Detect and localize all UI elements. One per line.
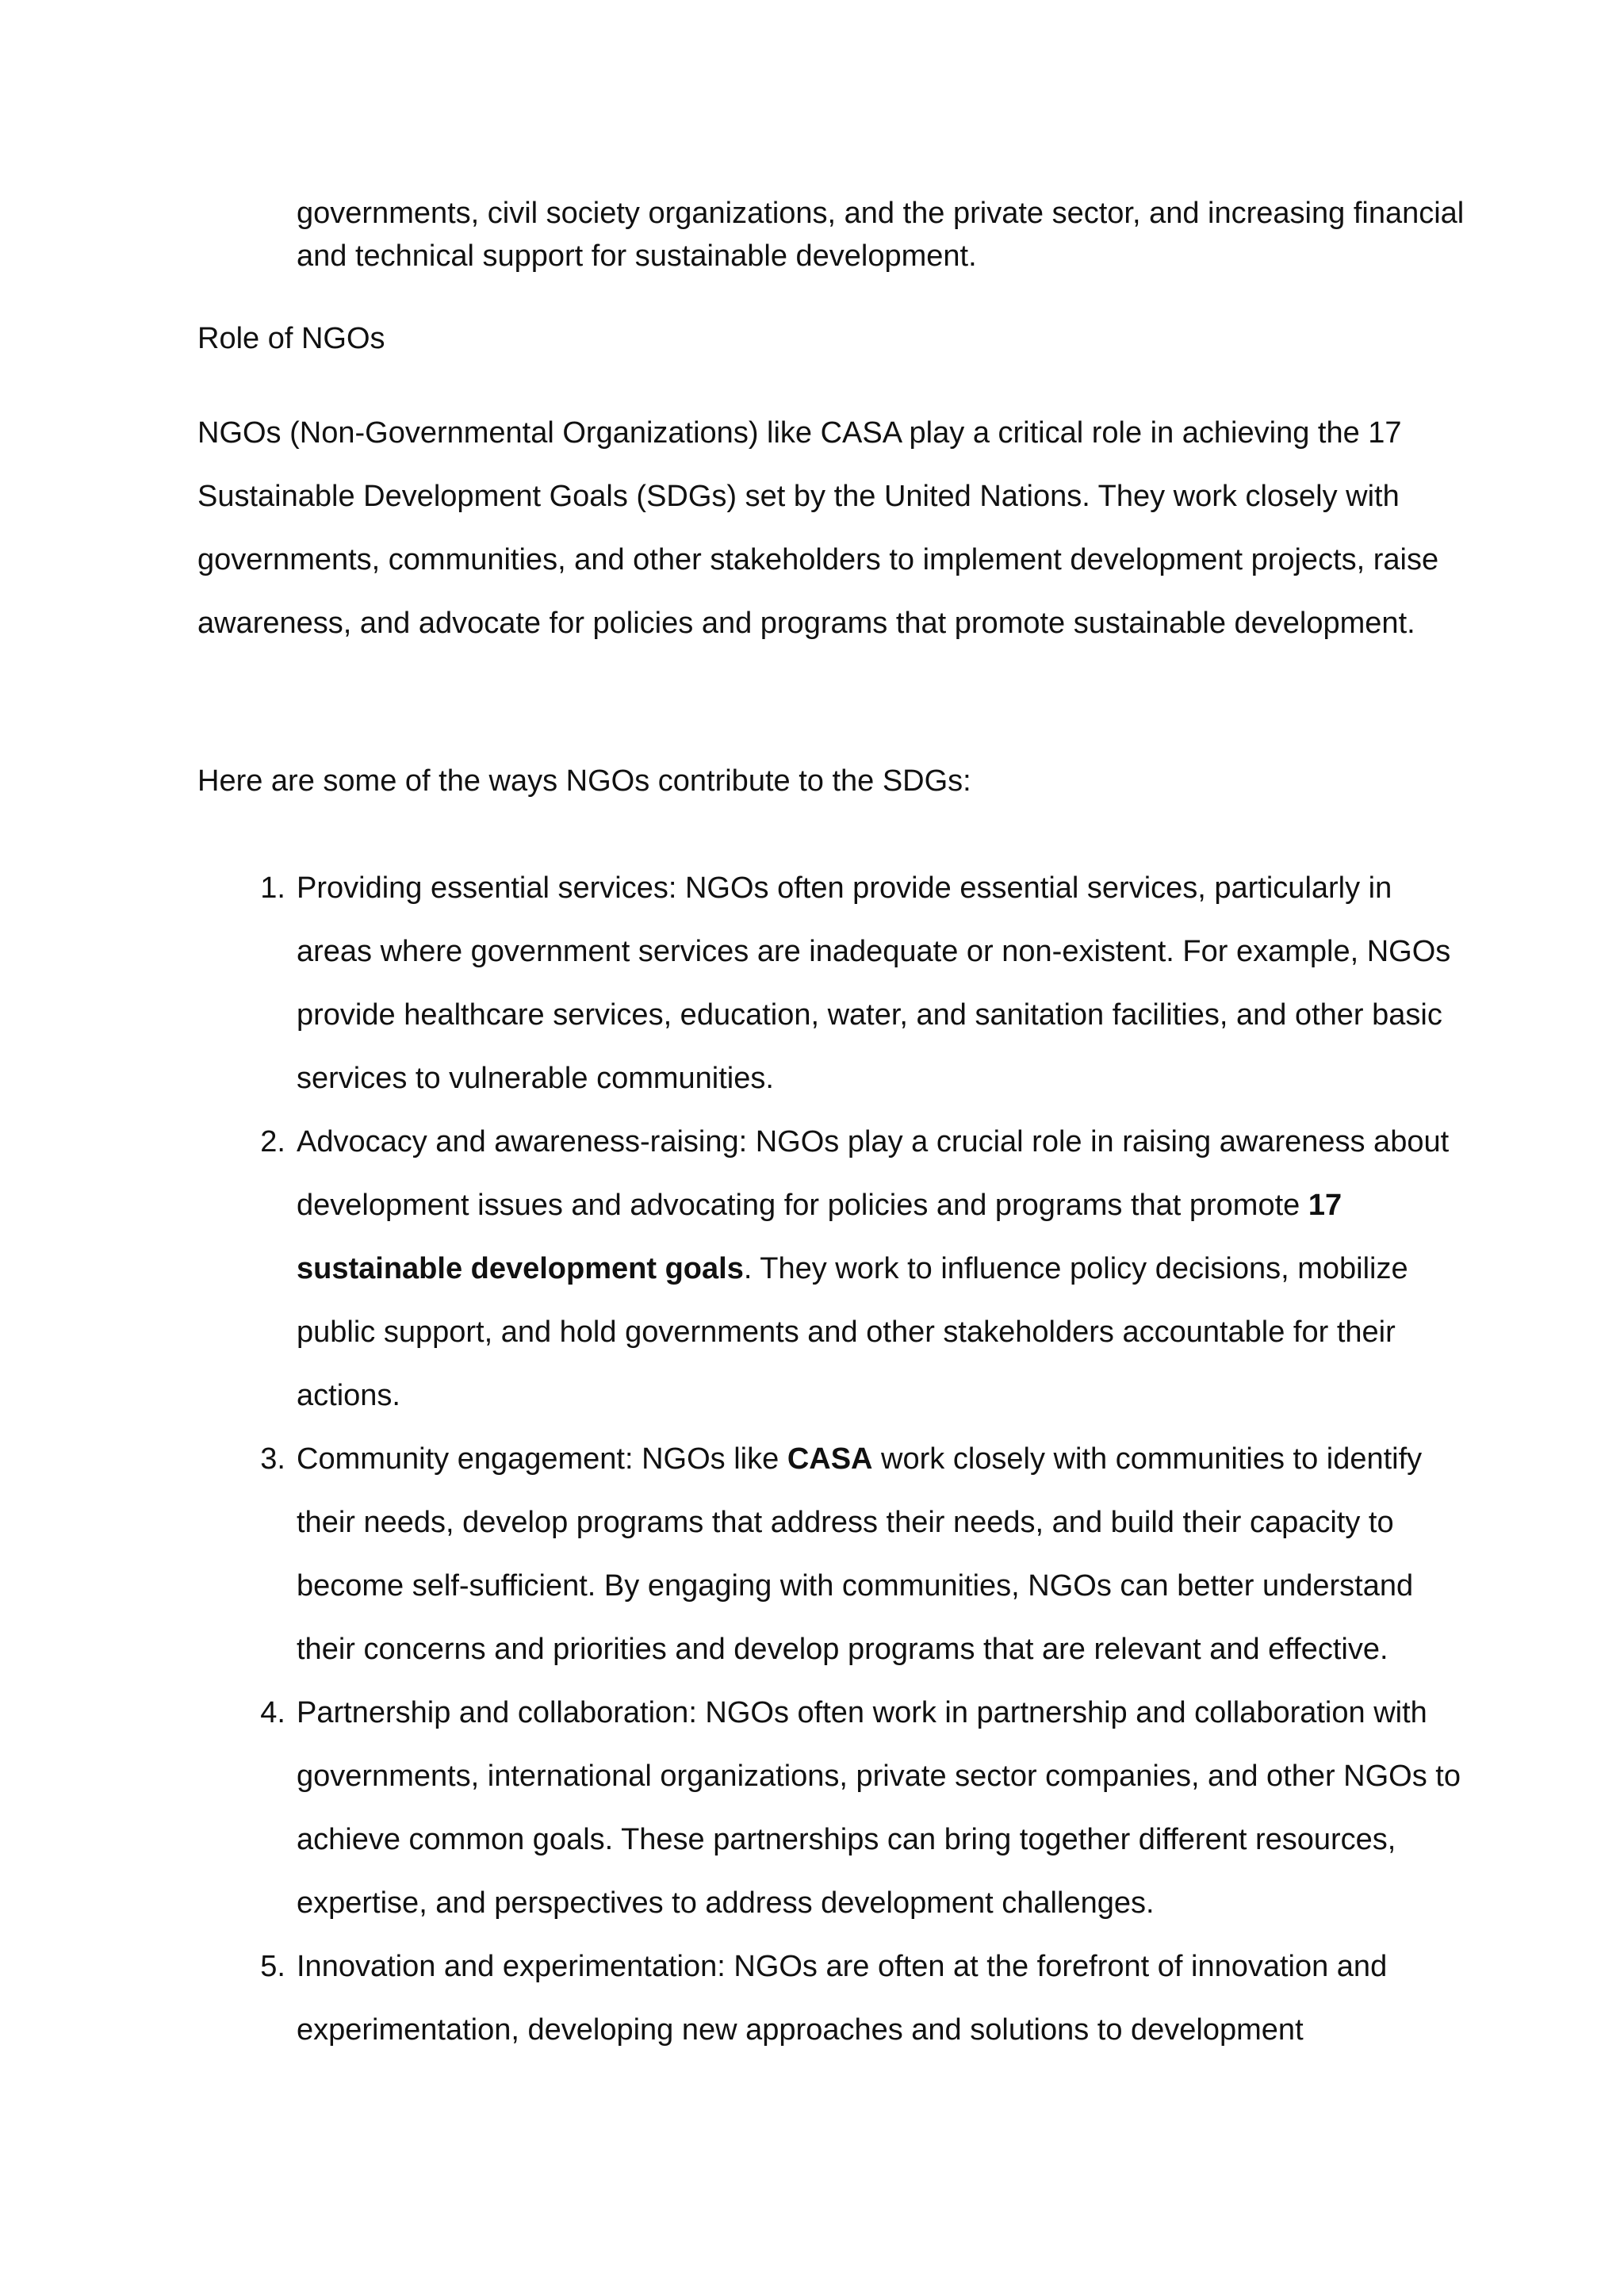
list-item-text-before: Community engagement: NGOs like — [297, 1442, 787, 1476]
list-item — [260, 1110, 1470, 1427]
list-item-number: 2. — [260, 1125, 285, 1158]
carryover-paragraph: governments, civil society organizations, and the private sector, and increasing financial and technical support for sustainable development. — [297, 197, 1465, 273]
list-item-text-after: work closely with communities to identify their needs, develop programs that address their needs, and build their capacity to become self-sufficient. By engaging with communities, NGOs can better understand their concerns and priorities and develop programs that are relevant and effective. — [297, 1442, 1423, 1666]
list-item-number: 1. — [260, 871, 285, 905]
list-item-text: Partnership and collaboration: NGOs often work in partnership and collaboration with governments, international organizations, private sector companies, and other NGOs to achieve common goals. These partnerships can bring together different resources, expertise, and perspectives to address development challenges. — [297, 1696, 1461, 1920]
list-item-bold-text: CASA — [787, 1442, 873, 1476]
intro-paragraph: NGOs (Non-Governmental Organizations) like CASA play a critical role in achieving the 17 Sustainable Development Goals (SDGs) set by the United Nations. They work closely with governments, communities, and other stakeholders to implement development projects, raise awareness, and advocate for policies and programs that promote sustainable development. — [197, 416, 1439, 640]
section-heading: Role of NGOs — [197, 322, 385, 355]
list-item-text-before: Advocacy and awareness-raising: NGOs play a crucial role in raising awareness about development issues and advocating for policies and programs that promote — [297, 1125, 1450, 1222]
list-item — [260, 1427, 1470, 1681]
list-item — [260, 856, 1470, 1110]
list-item-text-after: . They work to influence policy decisions, mobilize public support, and hold governments and other stakeholders accountable for their actions. — [297, 1252, 1408, 1412]
list-item-text: Innovation and experimentation: NGOs are often at the forefront of innovation and experimentation, developing new approaches and solutions to development — [297, 1950, 1388, 2047]
list-item-bold-text: 17 sustainable development goals — [297, 1189, 1342, 1285]
list-lead-paragraph: Here are some of the ways NGOs contribute to the SDGs: — [197, 764, 971, 798]
list-item — [260, 1681, 1470, 1935]
list-item-text: Providing essential services: NGOs often provide essential services, particularly in areas where government services are inadequate or non-existent. For example, NGOs provide healthcare services, education, water, and sanitation facilities, and other basic services to vulnerable communities. — [297, 871, 1451, 1095]
list-item-number: 5. — [260, 1950, 285, 1983]
list-item-number: 4. — [260, 1696, 285, 1729]
list-item-number: 3. — [260, 1442, 285, 1476]
list-item — [260, 1935, 1470, 2062]
contributions-list — [260, 856, 1470, 2062]
